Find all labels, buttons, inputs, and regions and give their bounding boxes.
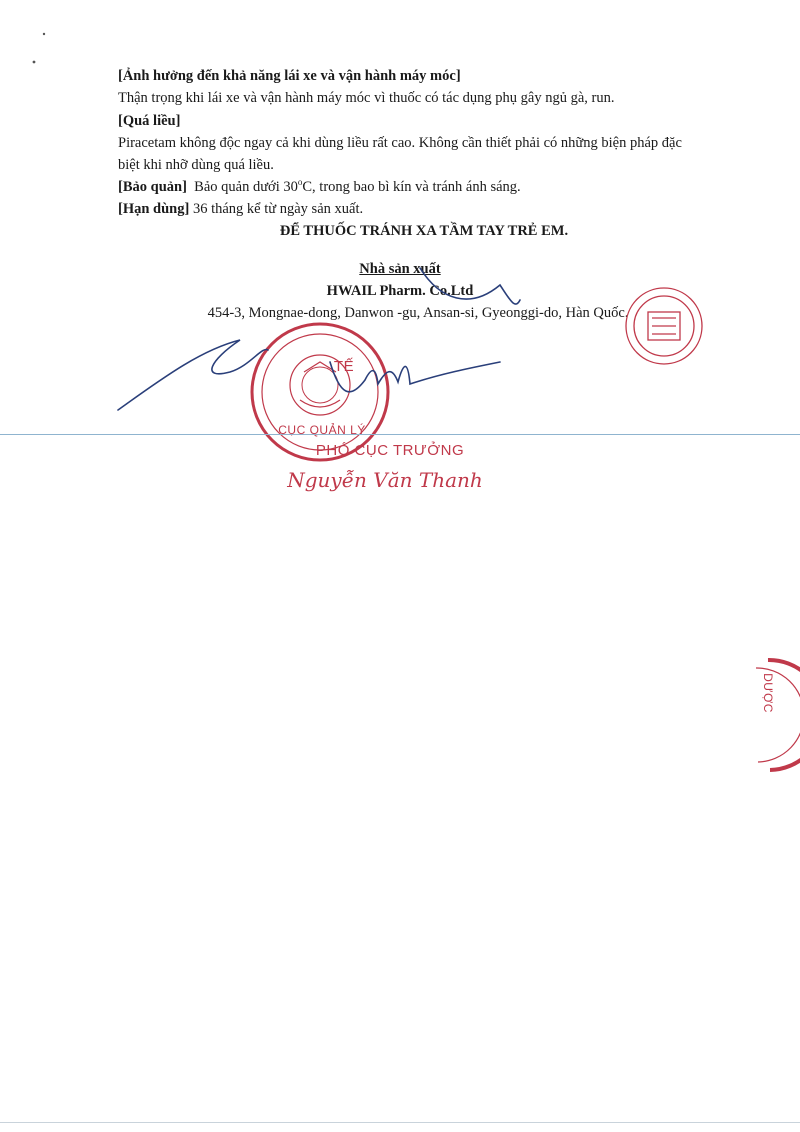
signature [118, 268, 520, 410]
storage-text-before: Bảo quản dưới 30 [194, 179, 298, 195]
expiry-heading: [Hạn dùng] [118, 201, 190, 217]
child-warning: ĐỂ THUỐC TRÁNH XA TẦM TAY TRẺ EM. [279, 223, 569, 239]
signer-name: Nguyễn Văn Thanh [287, 468, 483, 492]
official-seal [252, 324, 388, 460]
manufacturer-address: 454-3, Mongnae-dong, Danwon -gu, Ansan-si, Gyeonggi-do, Hàn Quốc. [207, 305, 629, 321]
manufacturer-name: HWAIL Pharm. Co.Ltd [326, 283, 474, 299]
scan-dot [43, 33, 45, 35]
manufacturer-label-text: Nhà sản xuất [359, 261, 441, 277]
overdose-heading: [Quá liều] [118, 113, 181, 129]
driving-text: Thận trọng khi lái xe và vận hành máy móc vì thuốc có tác dụng phụ gây ngủ gà, run. [118, 90, 615, 106]
overdose-text-line1: Piracetam không độc ngay cả khi dùng liều rất cao. Không cần thiết phải có những biện pháp đặc [118, 135, 682, 151]
storage-degree: o [297, 177, 303, 188]
storage-text-after: C, trong bao bì kín và tránh ánh sáng. [302, 179, 521, 195]
approval-title: PHÓ CỤC TRƯỞNG [315, 442, 465, 459]
storage-heading: [Bảo quản] [118, 179, 187, 195]
divider-line [0, 434, 800, 435]
company-stamp [626, 288, 702, 364]
driving-heading: [Ảnh hưởng đến khả năng lái xe và vận hành máy móc] [118, 68, 461, 84]
scan-dot [33, 61, 36, 64]
page-bottom-rule [0, 1122, 800, 1123]
stamp-letters: TẾ [333, 358, 355, 375]
margin-stamp-text: DƯỢC [761, 673, 775, 713]
stamp-text: CỤC QUẢN LÝ [278, 423, 366, 437]
expiry-text: 36 tháng kể từ ngày sản xuất. [192, 201, 364, 217]
overdose-text-line2: biệt khi nhỡ dùng quá liều. [118, 157, 274, 173]
